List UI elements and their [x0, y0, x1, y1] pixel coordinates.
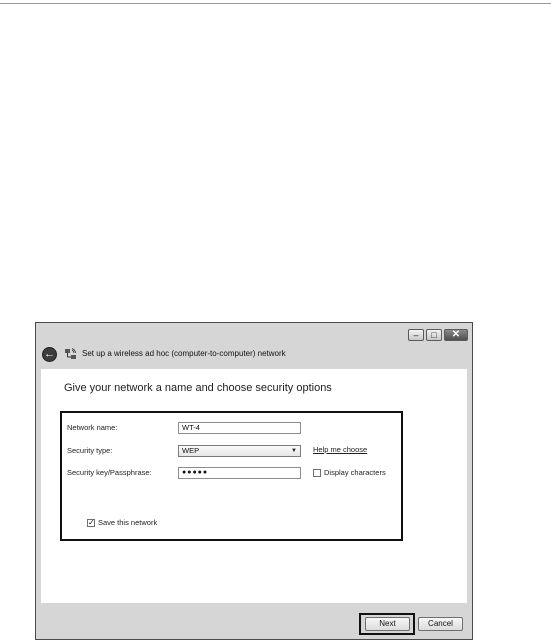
back-arrow-icon: ← [44, 348, 55, 360]
back-button[interactable] [42, 347, 57, 362]
checkmark-icon: ✓ [88, 518, 95, 527]
maximize-button[interactable] [426, 329, 442, 341]
close-button[interactable] [444, 329, 468, 341]
network-icon [64, 348, 77, 361]
window-title: Set up a wireless ad hoc (computer-to-computer) network [82, 349, 286, 358]
wizard-window [35, 322, 473, 640]
network-name-label: Network name: [67, 423, 118, 432]
security-key-label: Security key/Passphrase: [67, 468, 152, 477]
save-network-checkbox[interactable] [87, 519, 95, 527]
cancel-button[interactable]: Cancel [418, 617, 463, 631]
security-key-input[interactable]: ●●●●● [178, 467, 301, 479]
top-divider [0, 3, 551, 4]
page-heading: Give your network a name and choose security options [64, 382, 332, 394]
save-network-label: Save this network [98, 518, 158, 527]
minimize-button[interactable] [408, 329, 424, 341]
minimize-icon: – [413, 330, 419, 340]
display-characters-label: Display characters [324, 468, 386, 477]
security-type-value: WEP [182, 446, 200, 455]
wizard-content [41, 369, 467, 603]
display-characters-checkbox[interactable] [313, 469, 321, 477]
network-settings-box [60, 411, 403, 541]
close-icon: ✕ [451, 329, 461, 340]
caption-buttons [408, 329, 468, 341]
help-me-choose-link[interactable]: Help me choose [313, 445, 368, 454]
security-type-label: Security type: [67, 446, 113, 455]
next-button[interactable]: Next [365, 617, 410, 631]
network-name-input[interactable]: WT-4 [178, 422, 301, 434]
maximize-icon: □ [431, 330, 437, 340]
security-type-select[interactable] [178, 445, 301, 457]
chevron-down-icon: ▼ [291, 448, 297, 454]
